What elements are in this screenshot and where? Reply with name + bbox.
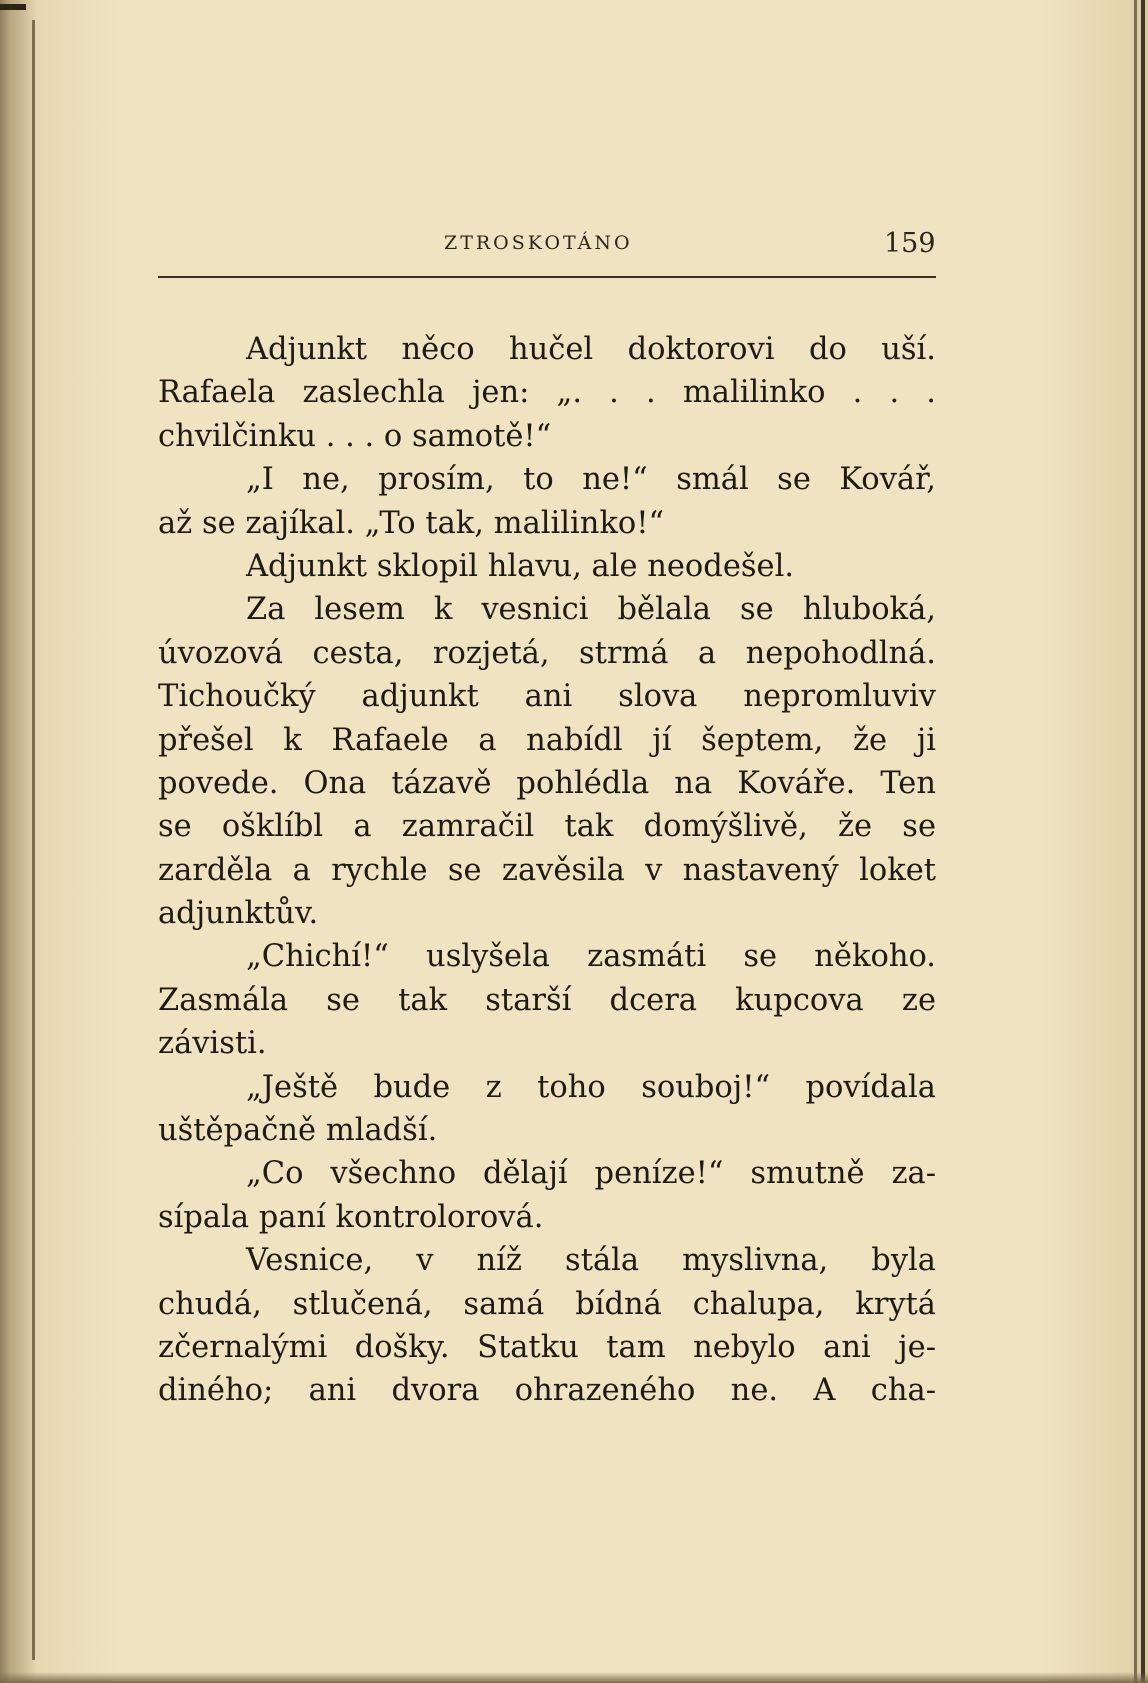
text-line: Tichoučký adjunkt ani slova nepromluviv — [158, 679, 936, 715]
text-line: uštěpačně mladší. — [158, 1113, 438, 1149]
text-line: se ošklíbl a zamračil tak domýšlivě, že se — [158, 809, 936, 845]
fore-edge-line — [1134, 0, 1137, 1683]
text-line: Vesnice, v níž stála myslivna, byla — [246, 1243, 936, 1279]
text-line: sípala paní kontrolorová. — [158, 1199, 544, 1235]
header-rule — [158, 276, 936, 278]
text-line: až se zajíkal. „To tak, malilinko!“ — [158, 505, 665, 541]
binding-shadow — [0, 0, 36, 1683]
body-text — [158, 328, 936, 1413]
page-number: 159 — [884, 228, 936, 259]
text-line: úvozová cesta, rozjetá, strmá a nepohodlná. — [158, 635, 936, 671]
text-line: „Chichí!“ uslyšela zasmáti se někoho. — [246, 939, 936, 975]
page-corner-mark — [0, 4, 26, 10]
text-line: „I ne, prosím, to ne!“ smál se Kovář, — [246, 462, 936, 498]
text-line: diného; ani dvora ohrazeného ne. A cha- — [158, 1373, 936, 1409]
text-line: Za lesem k vesnici bělala se hluboká, — [246, 592, 936, 628]
text-line: Rafaela zaslechla jen: „. . . malilinko . . . — [158, 375, 936, 411]
text-line: přešel k Rafaele a nabídl jí šeptem, že ji — [158, 722, 936, 758]
text-line: „Ještě bude z toho souboj!“ povídala — [246, 1069, 936, 1105]
text-line: Zasmála se tak starší dcera kupcova ze — [158, 982, 936, 1018]
text-line: závisti. — [158, 1026, 267, 1062]
running-title: ZTROSKOTÁNO — [444, 232, 633, 254]
text-line: adjunktův. — [158, 896, 319, 932]
text-line: chudá, stlučená, samá bídná chalupa, krytá — [158, 1286, 936, 1322]
binding-edge-line — [32, 20, 35, 1660]
fore-edge-outer — [1141, 0, 1145, 1683]
text-line: „Co všechno dělají peníze!“ smutně za- — [246, 1156, 936, 1192]
text-line: povede. Ona tázavě pohlédla na Kováře. Ten — [158, 765, 936, 801]
text-line: zarděla a rychle se zavěsila v nastavený loket — [158, 852, 936, 888]
text-line: zčernalými došky. Statku tam nebylo ani je- — [158, 1329, 936, 1365]
text-line: Adjunkt něco hučel doktorovi do uší. — [246, 332, 936, 367]
text-line: chvilčinku . . . o samotě!“ — [158, 418, 552, 454]
bottom-edge — [0, 1672, 1148, 1683]
text-line: Adjunkt sklopil hlavu, ale neodešel. — [246, 548, 795, 584]
